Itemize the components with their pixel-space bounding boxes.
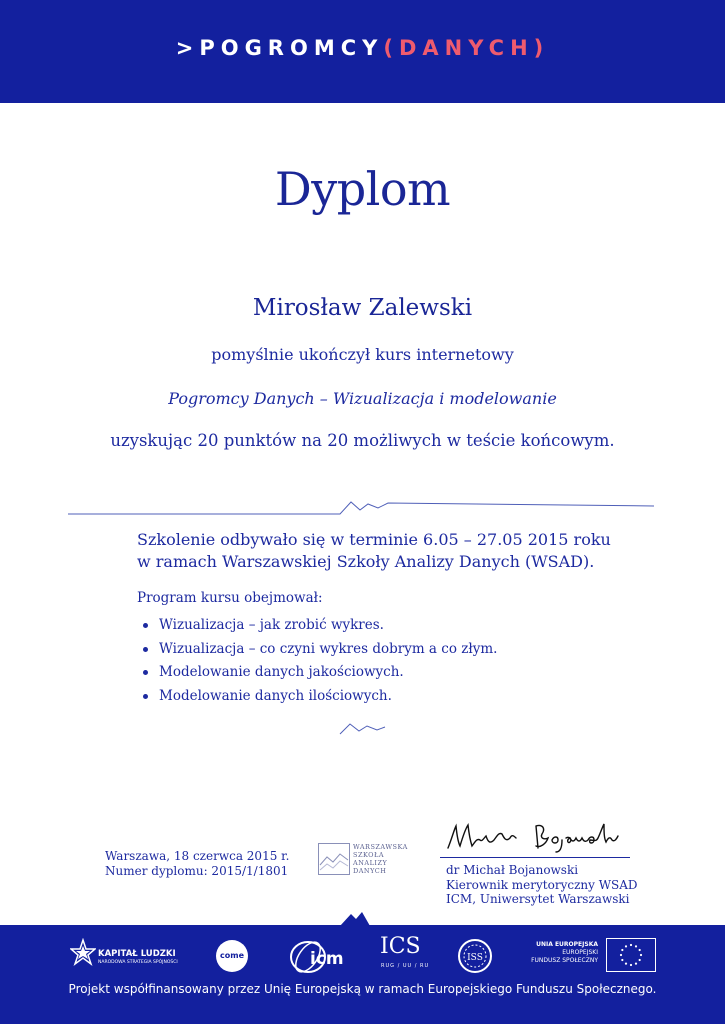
signatory-name: dr Michał Bojanowski: [446, 863, 579, 877]
eu-star-icon: [639, 949, 641, 951]
eu-star-icon: [635, 963, 637, 965]
course-name: Pogromcy Danych – Wizualizacja i modelowanie: [168, 389, 557, 408]
eu-star-icon: [625, 945, 627, 947]
bullet-icon: [143, 647, 148, 652]
place-date: Warszawa, 18 czerwca 2015 r.: [105, 849, 290, 863]
pogromcy-danych-logo: [0, 36, 725, 60]
icm-logo: [288, 938, 344, 976]
kapital-ludzki-logo: [70, 938, 96, 972]
eu-star-icon: [621, 949, 623, 951]
ics-logo: ICS: [380, 934, 421, 959]
iss-logo: [457, 938, 493, 974]
signatory-institution: ICM, Uniwersytet Warszawski: [446, 892, 630, 906]
bullet-icon: [143, 623, 148, 628]
footer-notch: [340, 912, 384, 926]
signatory-role: Kierownik merytoryczny WSAD: [446, 877, 638, 892]
signature-line: [440, 857, 630, 858]
eu-flag-icon: [606, 938, 656, 972]
issue-info: [105, 849, 289, 879]
ics-subtitle: RUG / UU / RU: [381, 963, 430, 969]
kapital-ludzki-subtitle: NARODOWA STRATEGIA SPÓJNOŚCI: [98, 960, 178, 965]
term-line-1: Szkolenie odbywało się w terminie 6.05 – 27.05 2015 roku: [137, 530, 611, 549]
list-item: Modelowanie danych jakościowych.: [137, 664, 497, 688]
completed-line: pomyślnie ukończył kurs internetowy: [211, 345, 514, 364]
list-item: Modelowanie danych ilościowych.: [137, 688, 497, 712]
eu-star-icon: [620, 954, 622, 956]
list-item: Wizualizacja – co czyni wykres dobrym a co złym.: [137, 641, 497, 665]
divider-top: [68, 494, 658, 518]
footer-text: Projekt współfinansowany przez Unię Europejską w ramach Europejskiego Funduszu Społecznego.: [68, 982, 657, 996]
wsad-logo-icon: [318, 843, 350, 875]
term-line-2: w ramach Warszawskiej Szkoły Analizy Danych (WSAD).: [137, 552, 595, 571]
bullet-icon: [143, 670, 148, 675]
svg-text:ISS: ISS: [467, 953, 483, 963]
logo-prefix: >POGROMCY: [175, 36, 384, 60]
training-term: [137, 529, 657, 573]
recipient-name: Mirosław Zalewski: [252, 295, 473, 321]
come-label: come: [220, 951, 244, 960]
kapital-ludzki-title: KAPITAŁ LUDZKI: [98, 949, 176, 959]
eu-star-icon: [625, 963, 627, 965]
diploma-title: Dyplom: [274, 162, 451, 216]
eu-star-icon: [635, 945, 637, 947]
program-list: [137, 617, 497, 711]
eu-star-icon: [630, 964, 632, 966]
signatory-block: [446, 863, 638, 907]
score-line: uzyskując 20 punktów na 20 możliwych w teście końcowym.: [110, 431, 615, 450]
wsad-logo-text: WARSZAWSKA SZKOŁA ANALIZY DANYCH: [353, 843, 408, 875]
logo-accent: (DANYCH): [383, 36, 550, 60]
header-bar: [0, 0, 725, 103]
eu-star-icon: [621, 959, 623, 961]
eu-star-icon: [630, 944, 632, 946]
divider-bottom: [335, 718, 395, 740]
eu-star-icon: [640, 954, 642, 956]
program-heading: Program kursu obejmował:: [137, 590, 323, 606]
bullet-icon: [143, 694, 148, 699]
diploma-number: Numer dyplomu: 2015/1/1801: [105, 864, 289, 878]
svg-text:icm: icm: [310, 949, 344, 969]
list-item: Wizualizacja – jak zrobić wykres.: [137, 617, 497, 641]
handwritten-signature: [444, 818, 630, 856]
eu-text: UNIA EUROPEJSKA EUROPEJSKI FUNDUSZ SPOŁECZNY: [531, 941, 598, 964]
eu-star-icon: [639, 959, 641, 961]
